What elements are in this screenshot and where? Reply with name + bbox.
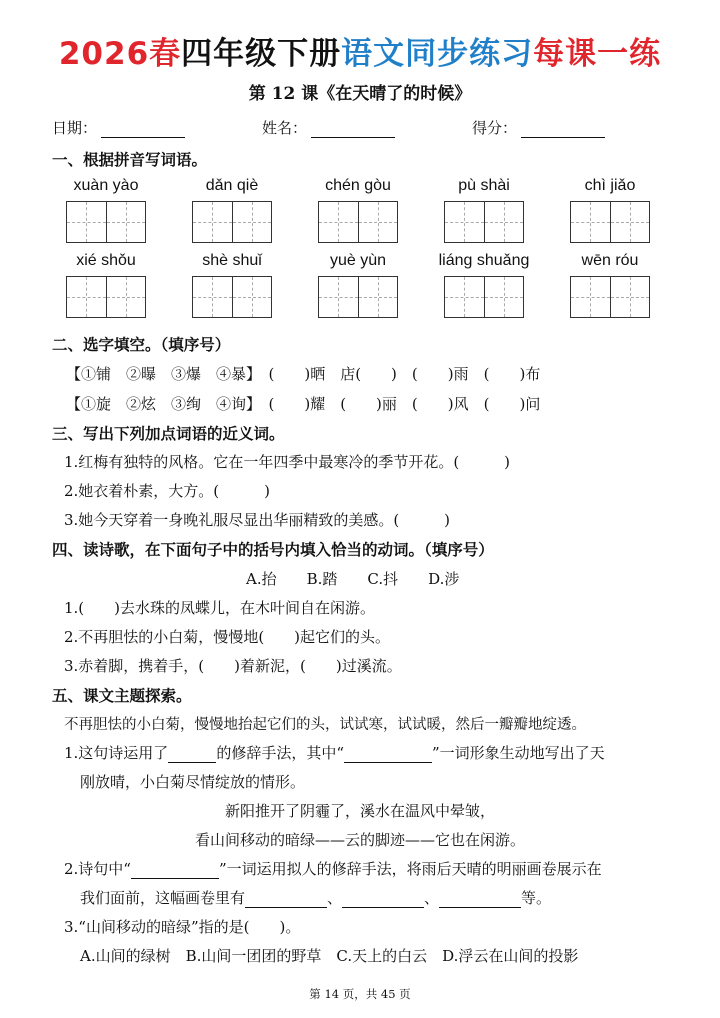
lesson-subtitle: 第 12 课《在天晴了的时候》 bbox=[248, 84, 472, 104]
synonym-item-3: 3.她今天穿着一身晚礼服尽显出华丽精致的美感。( ) bbox=[64, 511, 451, 529]
verb-item-2: 2.不再胆怯的小白菊，慢慢地( )起它们的头。 bbox=[64, 628, 391, 646]
tian-grid[interactable] bbox=[318, 276, 398, 318]
q2-blank-4[interactable] bbox=[439, 893, 521, 908]
section1-title: 一、根据拼音写词语。 bbox=[52, 151, 208, 169]
question-2-line-2 bbox=[80, 887, 551, 908]
tian-grid[interactable] bbox=[570, 276, 650, 318]
score-label: 得分： bbox=[472, 119, 518, 137]
pinyin-item: wēn róu bbox=[581, 252, 639, 269]
tian-grid[interactable] bbox=[66, 276, 146, 318]
q1-blank-2[interactable] bbox=[344, 748, 432, 763]
pinyin-item: yuè yùn bbox=[329, 252, 387, 269]
synonym-item-1: 1.红梅有独特的风格。它在一年四季中最寒冷的季节开花。( ) bbox=[64, 453, 511, 471]
verb-item-1: 1.( )去水珠的凤蝶儿，在木叶间自在闲游。 bbox=[64, 599, 376, 617]
poem-passage: 不再胆怯的小白菊，慢慢地抬起它们的头，试试寒，试试暖，然后一瓣瓣地绽透。 bbox=[64, 717, 586, 733]
title-part-4: 每课一练 bbox=[533, 36, 662, 72]
date-blank[interactable] bbox=[101, 122, 185, 138]
q1-blank-1[interactable] bbox=[168, 748, 216, 763]
question-3: 3.“山间移动的暗绿”指的是( )。 bbox=[64, 918, 301, 936]
choice-line-1: 【①铺 ②曝 ③爆 ④暴】 ( )晒 店( ) ( )雨 ( )布 bbox=[66, 365, 541, 383]
tian-grid[interactable] bbox=[192, 276, 272, 318]
section3-title: 三、写出下列加点词语的近义词。 bbox=[52, 425, 285, 443]
q1-part-c: ”一词形象生动地写出了天 bbox=[431, 744, 605, 762]
title-part-3: 语文同步练习 bbox=[341, 36, 534, 72]
score-blank[interactable] bbox=[521, 122, 605, 138]
question-2-line-1 bbox=[64, 858, 602, 879]
q2-end: 等。 bbox=[521, 889, 552, 907]
q1-part-b: 的修辞手法，其中“ bbox=[216, 744, 344, 762]
score-field bbox=[472, 117, 605, 138]
poem-line-1: 新阳推开了阴霾了，溪水在温风中晕皱， bbox=[224, 802, 495, 820]
tian-grid[interactable] bbox=[444, 201, 524, 243]
q2-blank-1[interactable] bbox=[131, 864, 219, 879]
verb-item-3: 3.赤着脚，携着手，( )着新泥，( )过溪流。 bbox=[64, 657, 402, 675]
question-1-line-2: 刚放晴，小白菊尽情绽放的情形。 bbox=[80, 773, 306, 791]
q2-part-a: 2.诗句中“ bbox=[64, 860, 131, 878]
pinyin-item: pù shài bbox=[458, 177, 510, 194]
q2-separator: 、 bbox=[327, 889, 343, 907]
q1-part-a: 1.这句诗运用了 bbox=[64, 744, 169, 762]
section5-title: 五、课文主题探索。 bbox=[52, 687, 192, 705]
name-label: 姓名： bbox=[262, 119, 308, 137]
tian-grid[interactable] bbox=[318, 201, 398, 243]
date-label: 日期： bbox=[52, 119, 98, 137]
banner-title bbox=[0, 28, 720, 73]
q2-part-c: 我们面前，这幅画卷里有 bbox=[80, 889, 246, 907]
pinyin-item: xié shǒu bbox=[76, 252, 136, 269]
pinyin-item: xuàn yào bbox=[73, 177, 139, 194]
choice-line-2: 【①旋 ②炫 ③绚 ④询】 ( )耀 ( )丽 ( )风 ( )问 bbox=[66, 395, 541, 413]
tian-grid[interactable] bbox=[66, 201, 146, 243]
question-3-options: A.山间的绿树 B.山间一团团的野草 C.天上的白云 D.浮云在山间的投影 bbox=[80, 947, 579, 965]
name-blank[interactable] bbox=[311, 122, 395, 138]
question-1-line-1 bbox=[64, 742, 605, 763]
title-part-2: 四年级下册 bbox=[181, 36, 342, 72]
poem-line-2: 看山间移动的暗绿——云的脚迹——它也在闲游。 bbox=[194, 831, 525, 849]
pinyin-item: chén gòu bbox=[325, 177, 391, 194]
q2-separator: 、 bbox=[424, 889, 440, 907]
q2-blank-2[interactable] bbox=[245, 893, 327, 908]
synonym-item-2: 2.她衣着朴素，大方。( ) bbox=[64, 482, 271, 500]
pinyin-item: chì jiǎo bbox=[584, 177, 636, 194]
title-part-1: 2026春 bbox=[58, 36, 182, 72]
name-field bbox=[262, 117, 395, 138]
pinyin-item: shè shuǐ bbox=[202, 252, 262, 269]
page-footer: 第 14 页，共 45 页 bbox=[309, 987, 411, 1001]
q2-part-b: ”一词运用拟人的修辞手法，将雨后天晴的明丽画卷展示在 bbox=[218, 860, 602, 878]
section4-title: 四、读诗歌，在下面句子中的括号内填入恰当的动词。（填序号） bbox=[52, 541, 494, 559]
section2-title: 二、选字填空。（填序号） bbox=[52, 336, 231, 354]
tian-grid[interactable] bbox=[192, 201, 272, 243]
date-field bbox=[52, 117, 185, 138]
q2-blank-3[interactable] bbox=[342, 893, 424, 908]
tian-grid[interactable] bbox=[570, 201, 650, 243]
pinyin-item: dǎn qiè bbox=[205, 177, 259, 194]
pinyin-item: liáng shuǎng bbox=[438, 252, 530, 269]
tian-grid[interactable] bbox=[444, 276, 524, 318]
verb-options: A.抬 B.踏 C.抖 D.涉 bbox=[246, 570, 460, 588]
